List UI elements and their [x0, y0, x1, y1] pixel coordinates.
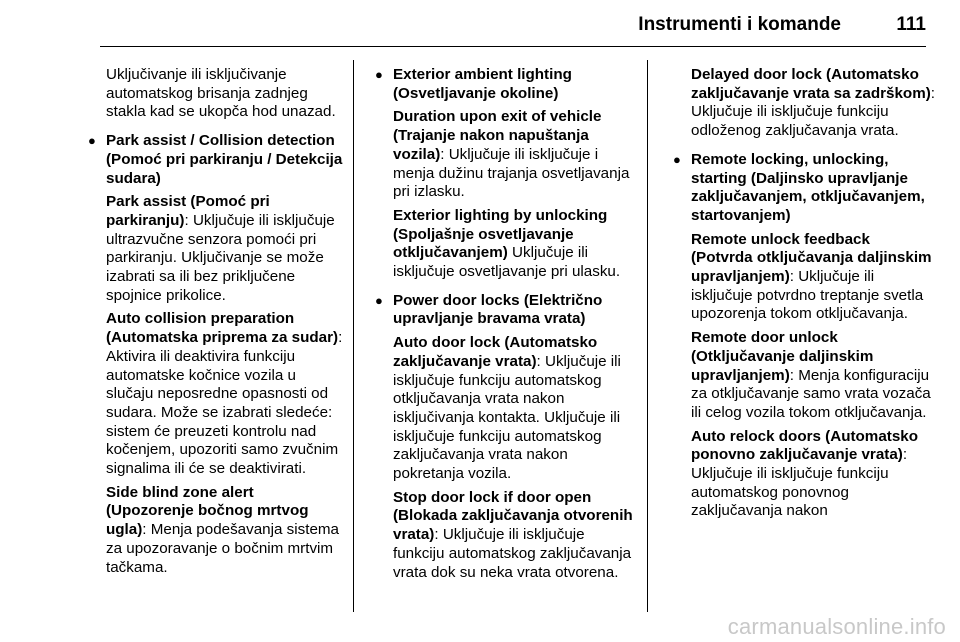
column-divider-2: [647, 60, 648, 612]
setting-term: Auto door lock (Automatsko zaključavanje vrata): [393, 334, 598, 370]
setting-term: Auto relock doors (Automatsko ponovno zaključavanje vrata): [691, 427, 918, 464]
page-header: [100, 0, 926, 46]
page-number: 111: [896, 14, 926, 35]
setting-paragraph: Exterior lighting by unlocking (Spoljašnje osvetljavanje otključavanjem) Uključuje ili isključuje osvetljavanje pri ulasku.: [393, 206, 621, 281]
setting-paragraph: Auto door lock (Automatsko zaključavanje vrata): Uključuje ili isključuje funkciju automatskog otključavanja vrata nakon isključivanja kontakta. Uključuje ili isključuje funkciju automatskog zaključavanja vrata nakon pokretanja vozila.: [393, 334, 621, 483]
setting-paragraph: Remote unlock feedback (Potvrda otključavanja daljinskim upravljanjem): Uključuje ili isključuje potvrdno treptanje svetla upozorenja tokom otključavanja.: [691, 230, 932, 323]
setting-term: Duration upon exit of vehicle (Trajanje nakon napuštanja vozila): [393, 108, 602, 163]
setting-paragraph: Auto collision preparation (Automatska priprema za sudar): Aktivira ili deaktivira funkciju automatske kočnice vozila u slučaju neposredne opasnosti od sudara. Može se izabrati sledeće: sistem će preuzeti kontrolu nad kočenjem, upozoriti samo zvučnim signalima ili će se deaktivirati.: [106, 310, 343, 478]
setting-paragraph: Stop door lock if door open (Blokada zaključavanja otvorenih vrata): Uključuje ili isključuje funkciju automatskog zaključavanja vrata dok su neka vrata otvorena.: [393, 488, 633, 581]
setting-paragraph: Auto relock doors (Automatsko ponovno zaključavanje vrata): Uključuje ili isključuje funkciju automatskog ponovnog zaključavanja nakon: [691, 427, 918, 520]
setting-paragraph: Side blind zone alert (Upozorenje bočnog mrtvog ugla): Menja podešavanja sistema za upozoravanje o bočnim mrtvim tačkama.: [106, 483, 339, 576]
bullet-item: [673, 151, 935, 521]
setting-term: Delayed door lock (Automatsko zaključavanje vrata sa zadrškom): [691, 66, 931, 102]
bullet-heading: ● Remote locking, unlocking, starting (Daljinsko upravljanje zaključavanjem, otključavanjem, startovanjem): [691, 150, 925, 224]
watermark: carmanualsonline.info: [727, 614, 946, 639]
setting-term: Remote unlock feedback (Potvrda otključavanja daljinskim upravljanjem): [691, 230, 932, 286]
bullet-item: [375, 292, 637, 583]
page-title: Instrumenti i komande: [638, 14, 841, 35]
setting-paragraph: Park assist (Pomoć pri parkiranju): Uključuje ili isključuje ultrazvučne senzora pomoći pri parkiranju. Uključivanje se može izabrati sa ili bez priključene spojnice prikolice.: [106, 193, 335, 304]
setting-term: Park assist (Pomoć pri parkiranju): [106, 193, 270, 229]
bullet-item: [88, 132, 344, 577]
bullet-heading: ● Exterior ambient lighting (Osvetljavanje okoline): [393, 66, 572, 102]
intro-paragraph: Uključivanje ili isključivanje automatskog brisanja zadnjeg stakla kad se ukopča hod unazad.: [106, 66, 336, 121]
setting-term: Auto collision preparation (Automatska priprema za sudar): [106, 310, 339, 347]
setting-term: Remote door unlock (Otključavanje daljinskim upravljanjem): [691, 329, 874, 384]
column-3: [673, 66, 935, 526]
bullet-item: [375, 66, 637, 282]
column-2: [375, 66, 637, 587]
bullet-heading: ● Power door locks (Električno upravljanje bravama vrata): [393, 291, 603, 328]
setting-paragraph: Delayed door lock (Automatsko zaključavanje vrata sa zadrškom): Uključuje ili isključuje funkciju odloženog zaključavanja vrata.: [691, 66, 935, 140]
setting-term: Stop door lock if door open (Blokada zaključavanja otvorenih vrata): [393, 488, 633, 544]
setting-paragraph: Remote door unlock (Otključavanje daljinskim upravljanjem): Menja konfiguraciju za otključavanje samo vrata vozača ili celog vozila tokom otključavanja.: [691, 329, 931, 421]
column-divider-1: [353, 60, 354, 612]
setting-term: Exterior lighting by unlocking (Spoljašnje osvetljavanje otključavanjem): [393, 206, 608, 262]
header-rule: [100, 46, 926, 47]
setting-paragraph: Duration upon exit of vehicle (Trajanje nakon napuštanja vozila): Uključuje ili isključuje i menja dužinu trajanja osvetljavanja pri izlasku.: [393, 108, 630, 201]
bullet-heading: ● Park assist / Collision detection (Pomoć pri parkiranju / Detekcija sudara): [106, 132, 343, 187]
column-1: [88, 66, 344, 582]
setting-term: Side blind zone alert (Upozorenje bočnog mrtvog ugla): [106, 483, 309, 539]
